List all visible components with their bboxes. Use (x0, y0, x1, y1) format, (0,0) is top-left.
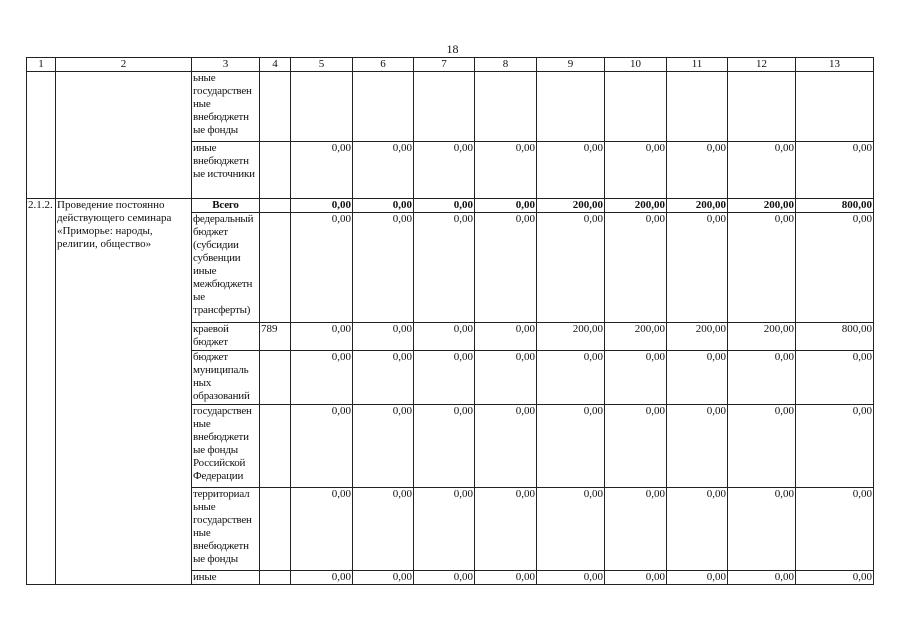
amount-cell: 0,00 (667, 571, 728, 585)
column-header: 4 (260, 58, 291, 72)
amount-cell (291, 72, 353, 142)
amount-cell: 0,00 (667, 351, 728, 405)
column-header: 5 (291, 58, 353, 72)
amount-cell: 200,00 (667, 323, 728, 351)
funding-source-cell: иные внебюджетн ые источники (192, 142, 260, 199)
amount-cell: 0,00 (796, 213, 874, 323)
column-header: 13 (796, 58, 874, 72)
amount-cell: 0,00 (605, 213, 667, 323)
funding-source-cell: ьные государствен ные внебюджетн ые фонды (192, 72, 260, 142)
amount-cell: 0,00 (475, 571, 537, 585)
amount-cell: 0,00 (537, 142, 605, 199)
amount-cell (728, 72, 796, 142)
funding-source-cell: территориал ьные государствен ные внебюджетн ые фонды (192, 488, 260, 571)
amount-cell: 0,00 (291, 488, 353, 571)
amount-cell: 0,00 (537, 351, 605, 405)
budget-code-cell (260, 488, 291, 571)
amount-cell (537, 72, 605, 142)
budget-code-cell (260, 213, 291, 323)
amount-cell: 800,00 (796, 323, 874, 351)
column-header: 7 (414, 58, 475, 72)
amount-cell (796, 72, 874, 142)
amount-cell: 0,00 (537, 213, 605, 323)
column-header: 9 (537, 58, 605, 72)
page-number: 18 (446, 42, 459, 56)
amount-cell: 0,00 (667, 405, 728, 488)
amount-cell: 0,00 (414, 405, 475, 488)
amount-cell: 0,00 (414, 488, 475, 571)
amount-cell: 0,00 (414, 323, 475, 351)
amount-cell: 0,00 (537, 405, 605, 488)
table-header-row (27, 58, 874, 72)
budget-code-cell (260, 72, 291, 142)
column-header: 3 (192, 58, 260, 72)
amount-cell: 0,00 (475, 323, 537, 351)
column-header: 12 (728, 58, 796, 72)
table-row (27, 72, 874, 142)
amount-cell: 800,00 (796, 199, 874, 213)
amount-cell: 0,00 (605, 488, 667, 571)
amount-cell: 0,00 (475, 199, 537, 213)
amount-cell: 200,00 (667, 199, 728, 213)
column-header: 2 (56, 58, 192, 72)
amount-cell: 0,00 (667, 142, 728, 199)
amount-cell: 200,00 (605, 323, 667, 351)
amount-cell: 0,00 (728, 142, 796, 199)
item-number-cell: 2.1.2. (27, 199, 56, 585)
amount-cell: 0,00 (728, 213, 796, 323)
budget-code-cell: 789 (260, 323, 291, 351)
budget-code-cell (260, 351, 291, 405)
amount-cell: 0,00 (796, 571, 874, 585)
item-number-cell (27, 72, 56, 199)
budget-code-cell (260, 571, 291, 585)
amount-cell: 0,00 (728, 488, 796, 571)
amount-cell: 0,00 (796, 488, 874, 571)
amount-cell: 0,00 (475, 142, 537, 199)
funding-source-cell: иные (192, 571, 260, 585)
amount-cell: 0,00 (605, 351, 667, 405)
budget-table (26, 57, 874, 585)
funding-source-cell: Всего (192, 199, 260, 213)
amount-cell: 0,00 (414, 213, 475, 323)
amount-cell (475, 72, 537, 142)
amount-cell: 0,00 (728, 571, 796, 585)
item-name-cell: Проведение постоянно действующего семинара «Приморье: народы, религии, общество» (56, 199, 192, 585)
funding-source-cell: государствен ные внебюджети ые фонды Российской Федерации (192, 405, 260, 488)
amount-cell: 0,00 (353, 213, 414, 323)
amount-cell: 0,00 (353, 142, 414, 199)
amount-cell: 0,00 (796, 351, 874, 405)
amount-cell (667, 72, 728, 142)
amount-cell: 0,00 (728, 405, 796, 488)
amount-cell: 0,00 (353, 351, 414, 405)
amount-cell (414, 72, 475, 142)
amount-cell: 0,00 (353, 405, 414, 488)
item-name-cell (56, 72, 192, 199)
amount-cell: 0,00 (667, 213, 728, 323)
amount-cell: 0,00 (537, 488, 605, 571)
funding-source-cell: краевой бюджет (192, 323, 260, 351)
amount-cell: 0,00 (414, 571, 475, 585)
amount-cell: 0,00 (291, 323, 353, 351)
amount-cell: 0,00 (291, 213, 353, 323)
budget-code-cell (260, 405, 291, 488)
amount-cell: 0,00 (475, 351, 537, 405)
funding-source-cell: бюджет муниципаль ных образований (192, 351, 260, 405)
amount-cell: 0,00 (537, 571, 605, 585)
funding-source-cell: федеральный бюджет (субсидии субвенции иные межбюджетн ые трансферты) (192, 213, 260, 323)
column-header: 6 (353, 58, 414, 72)
amount-cell: 200,00 (728, 323, 796, 351)
amount-cell (605, 72, 667, 142)
amount-cell (353, 72, 414, 142)
amount-cell: 0,00 (605, 142, 667, 199)
amount-cell: 0,00 (414, 351, 475, 405)
amount-cell: 0,00 (353, 571, 414, 585)
column-header: 8 (475, 58, 537, 72)
budget-code-cell (260, 142, 291, 199)
amount-cell: 0,00 (475, 213, 537, 323)
amount-cell: 0,00 (728, 351, 796, 405)
column-header: 1 (27, 58, 56, 72)
amount-cell: 0,00 (291, 199, 353, 213)
amount-cell: 200,00 (537, 323, 605, 351)
amount-cell: 0,00 (291, 405, 353, 488)
budget-code-cell (260, 199, 291, 213)
amount-cell: 0,00 (414, 199, 475, 213)
amount-cell: 0,00 (605, 405, 667, 488)
amount-cell: 0,00 (353, 323, 414, 351)
amount-cell: 200,00 (605, 199, 667, 213)
column-header: 10 (605, 58, 667, 72)
amount-cell: 200,00 (537, 199, 605, 213)
amount-cell: 0,00 (605, 571, 667, 585)
amount-cell: 0,00 (414, 142, 475, 199)
amount-cell: 200,00 (728, 199, 796, 213)
table-row (27, 199, 874, 213)
amount-cell: 0,00 (353, 199, 414, 213)
amount-cell: 0,00 (353, 488, 414, 571)
amount-cell: 0,00 (291, 571, 353, 585)
amount-cell: 0,00 (291, 351, 353, 405)
amount-cell: 0,00 (796, 142, 874, 199)
amount-cell: 0,00 (475, 488, 537, 571)
amount-cell: 0,00 (667, 488, 728, 571)
amount-cell: 0,00 (291, 142, 353, 199)
column-header: 11 (667, 58, 728, 72)
amount-cell: 0,00 (475, 405, 537, 488)
amount-cell: 0,00 (796, 405, 874, 488)
